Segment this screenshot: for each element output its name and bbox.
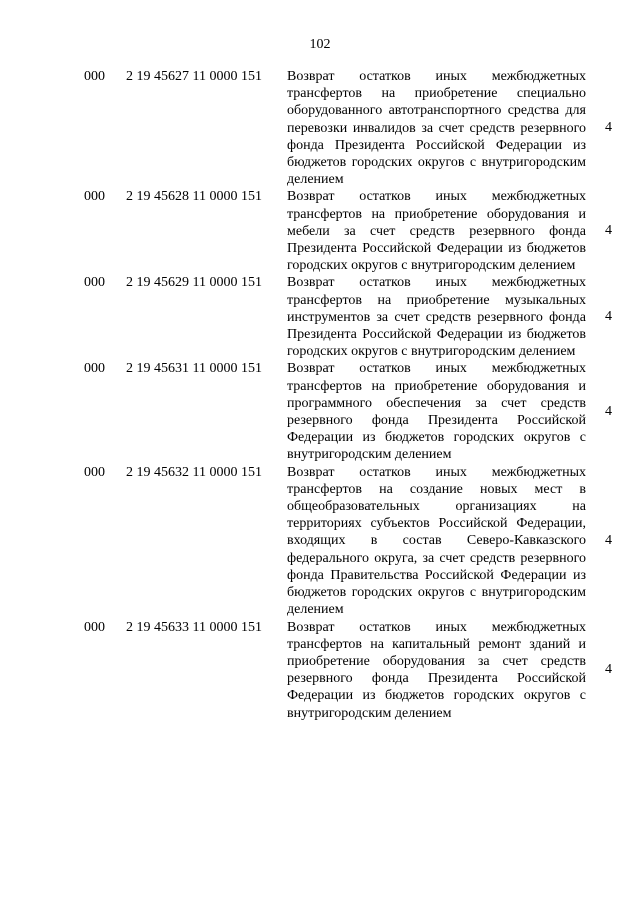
revenue-name: Возврат остатков иных межбюджетных трансфертов на капитальный ремонт зданий и приобретение оборудования за счет средств резервного фонда Президента Российской Федерации из бюджетов городских округов с внутригородским делением xyxy=(287,619,586,721)
table-row xyxy=(0,619,640,722)
budget-classification-code: 2 19 45632 11 0000 151 xyxy=(126,464,262,480)
revenue-name: Возврат остатков иных межбюджетных трансфертов на приобретение специально оборудованного автотранспортного средства для перевозки инвалидов за счет средств резервного фонда Президента Российской Федерации из бюджетов городских округов с внутригородским делением xyxy=(287,69,586,188)
table-row xyxy=(0,68,640,188)
budget-classification-code: 2 19 45633 11 0000 151 xyxy=(126,619,262,635)
row-value: 4 xyxy=(605,309,612,325)
admin-code: 000 xyxy=(84,189,105,205)
budget-classification-code: 2 19 45629 11 0000 151 xyxy=(126,275,262,291)
table-row xyxy=(0,274,640,360)
table-row xyxy=(0,464,640,619)
row-value: 4 xyxy=(605,223,612,239)
row-value: 4 xyxy=(605,662,612,678)
table-row xyxy=(0,188,640,274)
row-value: 4 xyxy=(605,533,612,549)
page-number: 102 xyxy=(309,37,331,52)
row-value: 4 xyxy=(605,120,612,136)
revenue-name: Возврат остатков иных межбюджетных трансфертов на приобретение оборудования и мебели за счет средств резервного фонда Президента Российской Федерации из бюджетов городских округов с внутригородским делением xyxy=(287,189,586,274)
budget-classification-code: 2 19 45627 11 0000 151 xyxy=(126,69,262,84)
budget-classification-code: 2 19 45628 11 0000 151 xyxy=(126,189,262,205)
revenue-name: Возврат остатков иных межбюджетных трансфертов на приобретение оборудования и программного обеспечения за счет средств резервного фонда Президента Российской Федерации из бюджетов городских округов с внутригородским делением xyxy=(287,361,586,463)
admin-code: 000 xyxy=(84,619,105,635)
admin-code: 000 xyxy=(84,361,105,377)
admin-code: 000 xyxy=(84,464,105,480)
budget-classification-code: 2 19 45631 11 0000 151 xyxy=(126,361,262,377)
row-value: 4 xyxy=(605,404,612,420)
revenue-name: Возврат остатков иных межбюджетных трансфертов на создание новых мест в общеобразовательных организациях на территориях субъектов Российской Федерации, входящих в состав Северо-Кавказского федерального округа, за счет средств резервного фонда Правительства Российской Федерации из бюджетов городских округов с внутригородским делением xyxy=(287,464,586,618)
revenue-name: Возврат остатков иных межбюджетных трансфертов на приобретение музыкальных инструментов за счет средств резервного фонда Президента Российской Федерации из бюджетов городских округов с внутригородским делением xyxy=(287,275,586,360)
admin-code: 000 xyxy=(84,69,105,84)
table-row xyxy=(0,360,640,463)
budget-code-table xyxy=(0,68,640,722)
admin-code: 000 xyxy=(84,275,105,291)
